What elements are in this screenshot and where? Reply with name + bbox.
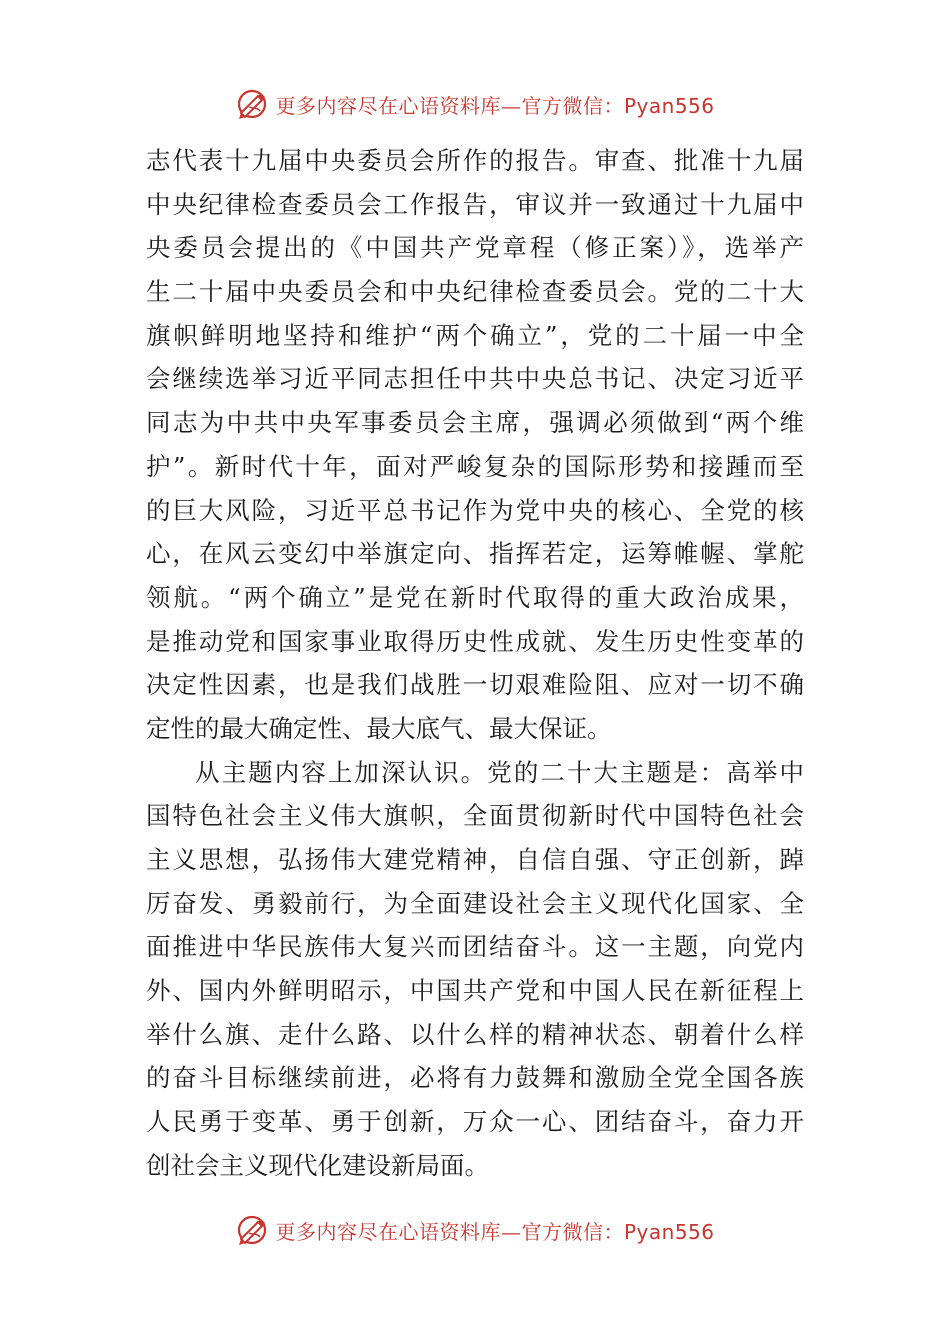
header-banner-text: 更多内容尽在心语资料库—官方微信：Pyan556 (275, 93, 715, 118)
text-line: 心，在风云变幻中举旗定向、指挥若定，运筹帷幄、掌舵 (146, 539, 804, 569)
text-line: 面推进中华民族伟大复兴而团结奋斗。这一主题，向党内 (146, 932, 804, 962)
footer-wechat-id: Pyan556 (623, 1219, 715, 1244)
paragraph (146, 751, 804, 1188)
pen-logo-icon (235, 1213, 269, 1247)
text-line: 央委员会提出的《中国共产党章程（修正案）》，选举产 (146, 233, 804, 263)
text-line: 会继续选举习近平同志担任中共中央总书记、决定习近平 (146, 364, 804, 394)
text-line: 决定性因素，也是我们战胜一切艰难险阻、应对一切不确 (146, 670, 804, 700)
header-wechat-id: Pyan556 (623, 93, 715, 118)
text-line: 创社会主义现代化建设新局面。 (146, 1150, 489, 1180)
footer-banner-text: 更多内容尽在心语资料库—官方微信：Pyan556 (275, 1219, 715, 1244)
text-line: 同志为中共中央军事委员会主席，强调必须做到“两个维 (146, 408, 804, 438)
text-line: 志代表十九届中央委员会所作的报告。审查、批准十九届 (146, 146, 804, 175)
text-line: 举什么旗、走什么路、以什么样的精神状态、朝着什么样 (146, 1019, 804, 1049)
text-line: 生二十届中央委员会和中央纪律检查委员会。党的二十大 (146, 277, 804, 307)
document-body (146, 139, 804, 1188)
header-banner (0, 84, 950, 124)
text-line: 定性的最大确定性、最大底气、最大保证。 (146, 713, 612, 743)
paragraph (146, 139, 804, 751)
footer-banner (0, 1210, 950, 1250)
text-line: 国特色社会主义伟大旗帜，全面贯彻新时代中国特色社会 (146, 801, 804, 831)
text-line: 旗帜鲜明地坚持和维护“两个确立”，党的二十届一中全 (146, 320, 804, 350)
text-line: 护”。新时代十年，面对严峻复杂的国际形势和接踵而至 (146, 451, 804, 481)
text-line: 主义思想，弘扬伟大建党精神，自信自强、守正创新，踔 (146, 845, 804, 874)
text-line: 是推动党和国家事业取得历史性成就、发生历史性变革的 (146, 626, 804, 656)
text-line: 中央纪律检查委员会工作报告，审议并一致通过十九届中 (146, 189, 804, 219)
text-line: 的巨大风险，习近平总书记作为党中央的核心、全党的核 (146, 495, 804, 525)
text-line: 厉奋发、勇毅前行，为全面建设社会主义现代化国家、全 (146, 888, 804, 918)
text-line: 的奋斗目标继续前进，必将有力鼓舞和激励全党全国各族 (146, 1063, 804, 1093)
pen-logo-icon (235, 87, 269, 121)
text-line: 领航。“两个确立”是党在新时代取得的重大政治成果， (146, 582, 804, 612)
text-line: 外、国内外鲜明昭示，中国共产党和中国人民在新征程上 (146, 976, 804, 1006)
text-line: 从主题内容上加深认识。党的二十大主题是：高举中 (195, 757, 804, 787)
text-line: 人民勇于变革、勇于创新，万众一心、团结奋斗，奋力开 (146, 1107, 804, 1137)
